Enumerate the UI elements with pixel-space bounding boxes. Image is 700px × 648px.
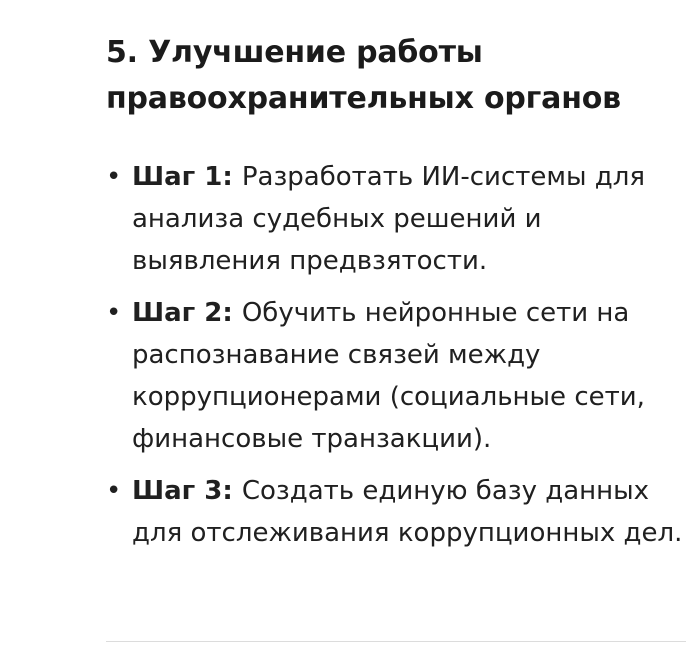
step-text: Обучить нейронные сети на распознавание связей между коррупционерами (социальные сети, финансовые транзакции). bbox=[132, 298, 645, 454]
bullet-icon: • bbox=[106, 476, 122, 506]
step-text: Разработать ИИ-системы для анализа судебных решений и выявления предвзятости. bbox=[132, 162, 646, 276]
list-item-step-3 bbox=[106, 470, 686, 554]
step-label: Шаг 2: bbox=[132, 298, 242, 328]
section-divider bbox=[106, 641, 686, 642]
bullet-icon: • bbox=[106, 298, 122, 328]
step-label: Шаг 3: bbox=[132, 476, 242, 506]
bullet-icon: • bbox=[106, 162, 122, 192]
steps-list bbox=[106, 156, 686, 554]
list-item-step-2 bbox=[106, 292, 686, 460]
step-label: Шаг 1: bbox=[132, 162, 242, 192]
article-section bbox=[106, 30, 686, 564]
list-item-step-1 bbox=[106, 156, 686, 282]
section-title: 5. Улучшение работы правоохранительных органов bbox=[106, 35, 621, 116]
step-text: Создать единую базу данных для отслеживания коррупционных дел. bbox=[132, 476, 683, 548]
